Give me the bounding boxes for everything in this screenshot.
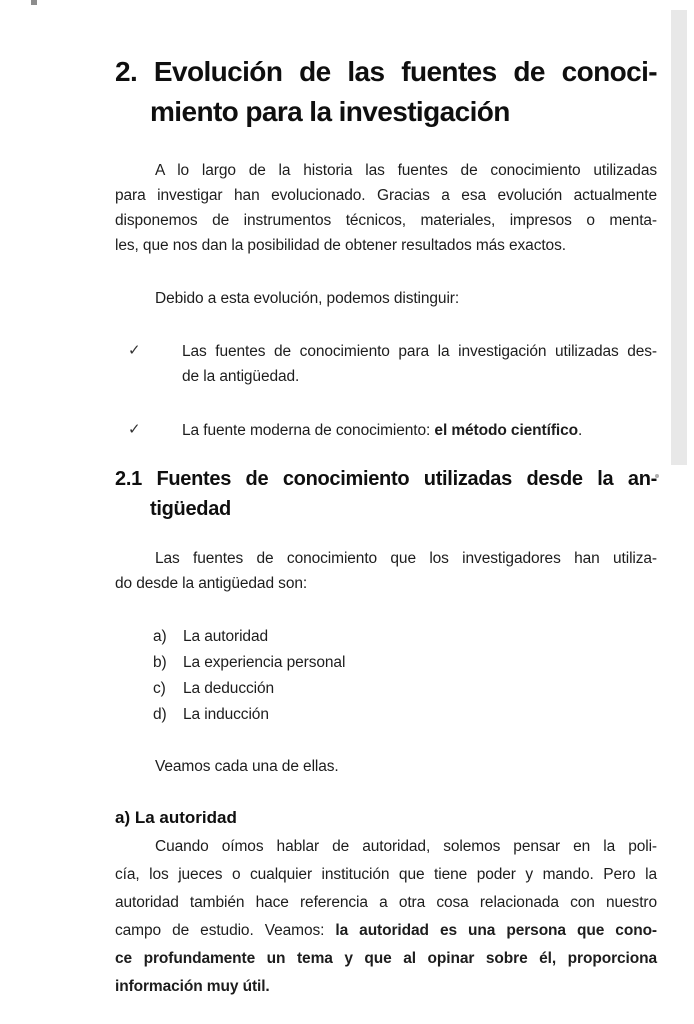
text-line: Veamos cada una de ellas. bbox=[155, 758, 339, 775]
list-label: La experiencia personal bbox=[183, 654, 346, 671]
page-content bbox=[115, 0, 657, 1001]
text-line: Las fuentes de conocimiento para la investigación utilizadas des- bbox=[182, 343, 657, 360]
text-line: Cuando oímos hablar de autoridad, solemos pensar en la poli- bbox=[155, 838, 657, 855]
checkmark-icon: ✓ bbox=[128, 421, 141, 438]
list-label: La deducción bbox=[183, 680, 275, 697]
text-line: 2. Evolución de las fuentes de conoci- bbox=[115, 56, 657, 87]
bullet-item-metodo-cientifico bbox=[115, 418, 657, 443]
list-item-induccion bbox=[115, 702, 657, 728]
text-line: ce profundamente un tema y que al opinar sobre él, proporciona bbox=[115, 950, 657, 967]
text-line: 2.1 Fuentes de conocimiento utilizadas desde la an- bbox=[115, 468, 657, 490]
text-line: tigüedad bbox=[150, 498, 231, 520]
paragraph-distinguir bbox=[115, 286, 657, 311]
text-line: Debido a esta evolución, podemos distinguir: bbox=[155, 290, 460, 307]
text-line: para investigar han evolucionado. Gracias a esa evolución actualmente bbox=[115, 187, 657, 204]
checkmark-icon: ✓ bbox=[128, 342, 141, 359]
text-line: de la antigüedad. bbox=[182, 368, 300, 385]
bullet-text bbox=[182, 418, 657, 443]
bullet-item-fuentes-antiguedad bbox=[115, 339, 657, 389]
list-item-experiencia-personal bbox=[115, 650, 657, 676]
text-line: miento para la investigación bbox=[150, 96, 510, 127]
list-marker: c) bbox=[153, 680, 166, 697]
paragraph-evolution-intro bbox=[115, 158, 657, 258]
text-line: Las fuentes de conocimiento que los investigadores han utiliza- bbox=[155, 550, 657, 567]
paragraph-veamos bbox=[115, 754, 657, 779]
list-marker: a) bbox=[153, 628, 167, 645]
paragraph-fuentes-antiguedad bbox=[115, 546, 657, 596]
list-marker: d) bbox=[153, 706, 167, 723]
scan-artifact-speck bbox=[31, 0, 37, 5]
paragraph-autoridad bbox=[115, 833, 657, 1001]
list-item-autoridad bbox=[115, 624, 657, 650]
text-line: cía, los jueces o cualquier institución que tiene poder y mando. Pero la bbox=[115, 866, 657, 883]
text-line: información muy útil. bbox=[115, 978, 270, 995]
text-line: do desde la antigüedad son: bbox=[115, 575, 308, 592]
list-marker: b) bbox=[153, 654, 167, 671]
list-item-deduccion bbox=[115, 676, 657, 702]
section-heading-2-1 bbox=[115, 464, 657, 524]
text-line: campo de estudio. Veamos: la autoridad es una persona que cono- bbox=[115, 922, 657, 939]
text-line: les, que nos dan la posibilidad de obtener resultados más exactos. bbox=[115, 237, 566, 254]
list-label: La inducción bbox=[183, 706, 269, 723]
text-line: disponemos de instrumentos técnicos, materiales, impresos o menta- bbox=[115, 212, 657, 229]
list-label: La autoridad bbox=[183, 628, 268, 645]
source-list bbox=[115, 624, 657, 728]
chapter-heading bbox=[115, 52, 657, 132]
text-line: A lo largo de la historia las fuentes de conocimiento utilizadas bbox=[155, 162, 657, 179]
bullet-text bbox=[182, 339, 657, 389]
subsection-heading-autoridad: a) La autoridad bbox=[115, 808, 237, 827]
text-line: autoridad también hace referencia a otra cosa relacionada con nuestro bbox=[115, 894, 657, 911]
text-line: La fuente moderna de conocimiento: el método científico. bbox=[182, 422, 583, 439]
scan-edge-shadow bbox=[671, 10, 687, 465]
